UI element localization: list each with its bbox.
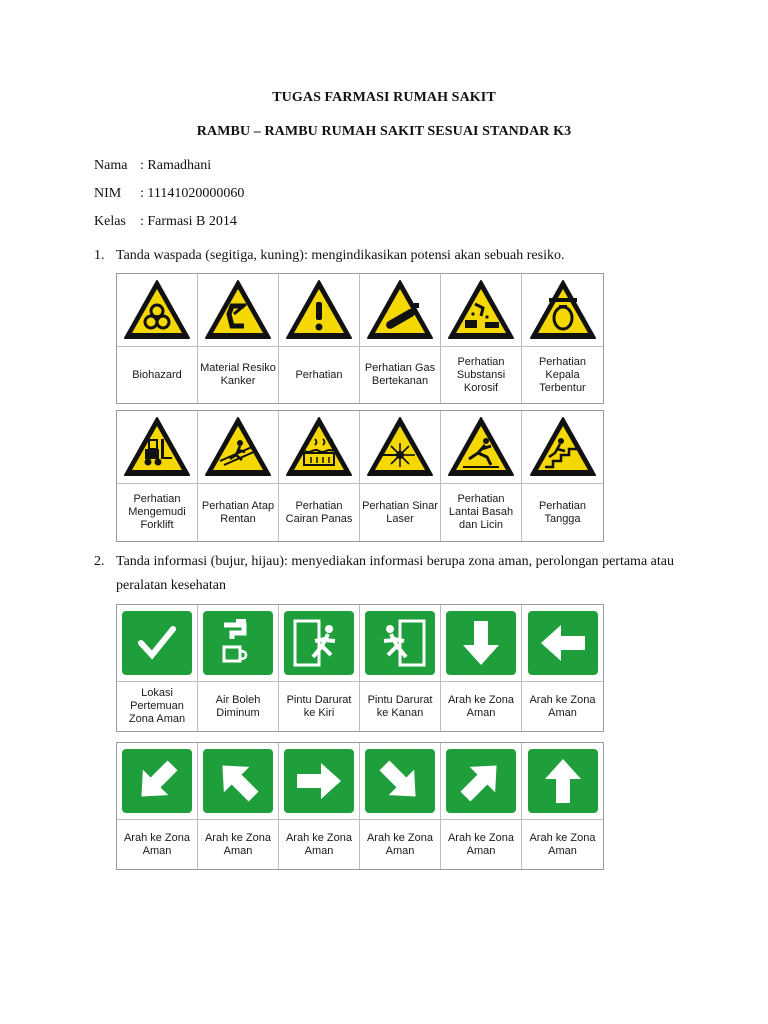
drinking-water-icon — [198, 605, 278, 682]
arrow-up-right-icon — [441, 743, 521, 820]
sign-card — [360, 605, 441, 731]
sign-label: Arah ke Zona Aman — [529, 693, 596, 719]
nim-label: NIM — [94, 186, 122, 201]
sign-label: Arah ke Zona Aman — [447, 693, 515, 719]
hot-liquid-icon — [279, 411, 359, 484]
sign-label: Material Resiko Kanker — [200, 362, 276, 387]
gas-cylinder-icon — [360, 274, 440, 347]
laser-icon — [360, 411, 440, 484]
sign-card — [522, 411, 603, 541]
nim-row — [94, 186, 244, 202]
sign-card — [117, 411, 198, 541]
sign-label: Perhatian — [295, 368, 343, 381]
sign-card — [198, 274, 279, 403]
sign-label: Perhatian Mengemudi Forklift — [128, 493, 186, 531]
sign-card — [522, 743, 603, 869]
sign-label: Pintu Darurat ke Kiri — [286, 693, 352, 719]
nim-value: : 11141020000060 — [140, 186, 245, 201]
biohazard-icon — [117, 274, 197, 347]
warning-signs-row-1 — [116, 273, 604, 404]
name-value: : Ramadhani — [140, 158, 212, 173]
sign-card — [198, 743, 279, 869]
slippery-floor-icon — [441, 411, 521, 484]
sign-card — [522, 274, 603, 403]
sign-card — [198, 411, 279, 541]
head-bump-icon — [522, 274, 603, 347]
sign-card — [117, 274, 198, 403]
arrow-down-left-icon — [117, 743, 197, 820]
sign-label: Arah ke Zona Aman — [123, 831, 191, 857]
class-row — [94, 214, 237, 230]
sign-label: Arah ke Zona Aman — [366, 831, 434, 857]
sign-label: Arah ke Zona Aman — [204, 831, 272, 857]
sign-card — [117, 605, 198, 731]
page-subtitle: RAMBU – RAMBU RUMAH SAKIT SESUAI STANDAR K3 — [196, 124, 572, 139]
arrow-down-right-icon — [360, 743, 440, 820]
sign-label: Pintu Darurat ke Kanan — [367, 693, 433, 719]
fragile-roof-icon — [198, 411, 278, 484]
sign-card — [441, 605, 522, 731]
sign-card — [279, 743, 360, 869]
sign-card — [441, 274, 522, 403]
section-2-number: 2. — [94, 554, 105, 569]
warning-signs-row-2 — [116, 410, 604, 542]
sign-label: Perhatian Kepala Terbentur — [538, 355, 587, 394]
arrow-up-left-icon — [198, 743, 278, 820]
sign-label: Perhatian Gas Bertekanan — [364, 362, 436, 387]
section-2-text: Tanda informasi (bujur, hijau): menyediakan informasi berupa zona aman, perolongan pertama atau peralatan kesehatan — [116, 554, 674, 593]
sign-card — [360, 411, 441, 541]
sign-label: Air Boleh Diminum — [215, 693, 261, 719]
sign-label: Arah ke Zona Aman — [529, 831, 596, 857]
sign-card — [360, 743, 441, 869]
carcinogen-icon — [198, 274, 278, 347]
info-signs-row-1 — [116, 604, 604, 732]
sign-label: Arah ke Zona Aman — [447, 831, 515, 857]
arrow-left-icon — [522, 605, 603, 682]
sign-label: Biohazard — [132, 368, 182, 381]
sign-card — [360, 274, 441, 403]
sign-card — [441, 743, 522, 869]
arrow-right-icon — [279, 743, 359, 820]
page-title: TUGAS FARMASI RUMAH SAKIT — [272, 90, 496, 105]
arrow-up-icon — [522, 743, 603, 820]
sign-label: Perhatian Substansi Korosif — [456, 355, 506, 394]
checkmark-icon — [117, 605, 197, 682]
sign-card — [441, 411, 522, 541]
name-row — [94, 158, 211, 174]
name-label: Nama — [94, 158, 128, 173]
sign-label: Lokasi Pertemuan Zona Aman — [128, 687, 186, 725]
corrosive-icon — [441, 274, 521, 347]
class-label: Kelas — [94, 214, 126, 229]
sign-card — [117, 743, 198, 869]
sign-label: Perhatian Tangga — [538, 499, 587, 525]
exit-left-icon — [279, 605, 359, 682]
arrow-down-icon — [441, 605, 521, 682]
sign-label: Perhatian Lantai Basah dan Licin — [448, 493, 514, 531]
stairs-icon — [522, 411, 603, 484]
sign-card — [279, 274, 360, 403]
exclamation-icon — [279, 274, 359, 347]
sign-card — [279, 411, 360, 541]
sign-label: Perhatian Atap Rentan — [201, 499, 275, 525]
sign-card — [522, 605, 603, 731]
section-1-text: Tanda waspada (segitiga, kuning): mengindikasikan potensi akan sebuah resiko. — [116, 248, 565, 263]
exit-right-icon — [360, 605, 440, 682]
info-signs-row-2 — [116, 742, 604, 870]
section-1-number: 1. — [94, 248, 105, 263]
sign-label: Perhatian Cairan Panas — [285, 499, 353, 525]
sign-label: Arah ke Zona Aman — [285, 831, 353, 857]
sign-card — [279, 605, 360, 731]
sign-card — [198, 605, 279, 731]
forklift-icon — [117, 411, 197, 484]
class-value: : Farmasi B 2014 — [140, 214, 237, 229]
sign-label: Perhatian Sinar Laser — [362, 499, 438, 525]
